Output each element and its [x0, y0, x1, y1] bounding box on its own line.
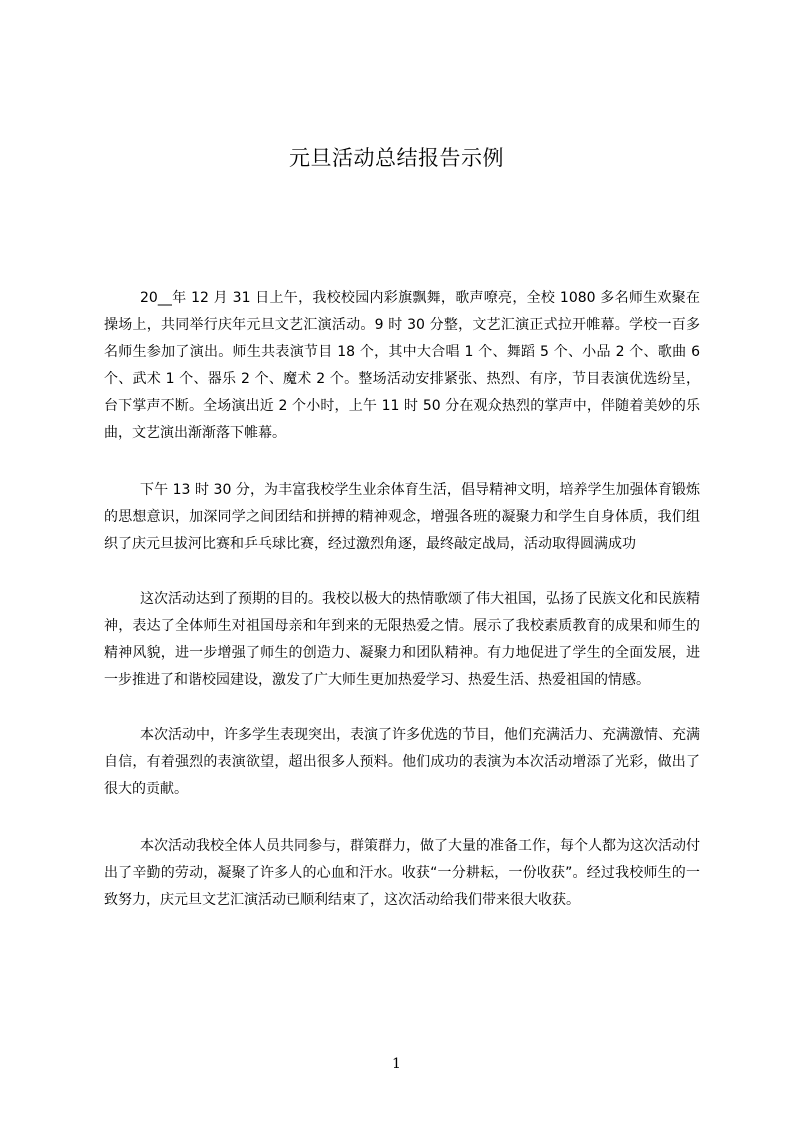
page-number: 1	[392, 1056, 401, 1072]
paragraph-activity-goals: 这次活动达到了预期的目的。我校以极大的热情歌颂了伟大祖国，弘扬了民族文化和民族精神，表达了全体师生对祖国母亲和年到来的无限热爱之情。展示了我校素质教育的成果和师生的精神风貌，进一步增强了师生的创造力、凝聚力和团队精神。有力地促进了学生的全面发展，进一步推进了和谐校园建设，激发了广大师生更加热爱学习、热爱生活、热爱祖国的情感。	[104, 591, 700, 688]
paragraph-afternoon-sports: 下午 13 时 30 分，为丰富我校学生业余体育生活，倡导精神文明，培养学生加强体育锻炼的思想意识，加深同学之间团结和拼搏的精神观念，增强各班的凝聚力和学生自身体质，我们组织了庆元旦拔河比赛和乒乓球比赛，经过激烈角逐，最终敲定战局，活动取得圆满成功	[104, 482, 700, 552]
paragraph-morning-performance: 20__年 12 月 31 日上午，我校校园内彩旗飘舞，歌声嘹亮，全校 1080 多名师生欢聚在操场上，共同举行庆年元旦文艺汇演活动。9 时 30 分整，文艺汇演正式拉开帷幕。学校一百多名师生参加了演出。师生共表演节目 18 个，其中大合唱 1 个、舞蹈 5 个、小品 2 个、歌曲 6 个、武术 1 个、器乐 2 个、魔术 2 个。整场活动安排紧张、热烈、有序，节目表演优选纷呈，台下掌声不断。全场演出近 2 个小时，上午 11 时 50 分在观众热烈的掌声中，伴随着美妙的乐曲，文艺演出渐渐落下帷幕。	[104, 290, 700, 441]
paragraph-participation-summary: 本次活动我校全体人员共同参与，群策群力，做了大量的准备工作，每个人都为这次活动付出了辛勤的劳动，凝聚了许多人的心血和汗水。收获“一分耕耘，一份收获”。经过我校师生的一致努力，庆元旦文艺汇演活动已顺利结束了，这次活动给我们带来很大收获。	[104, 838, 700, 908]
paragraph-student-performance: 本次活动中，许多学生表现突出，表演了许多优选的节目，他们充满活力、充满激情、充满自信，有着强烈的表演欲望，超出很多人预料。他们成功的表演为本次活动增添了光彩，做出了很大的贡献。	[104, 727, 700, 797]
document-body	[104, 285, 700, 944]
document-title: 元旦活动总结报告示例	[289, 146, 504, 170]
